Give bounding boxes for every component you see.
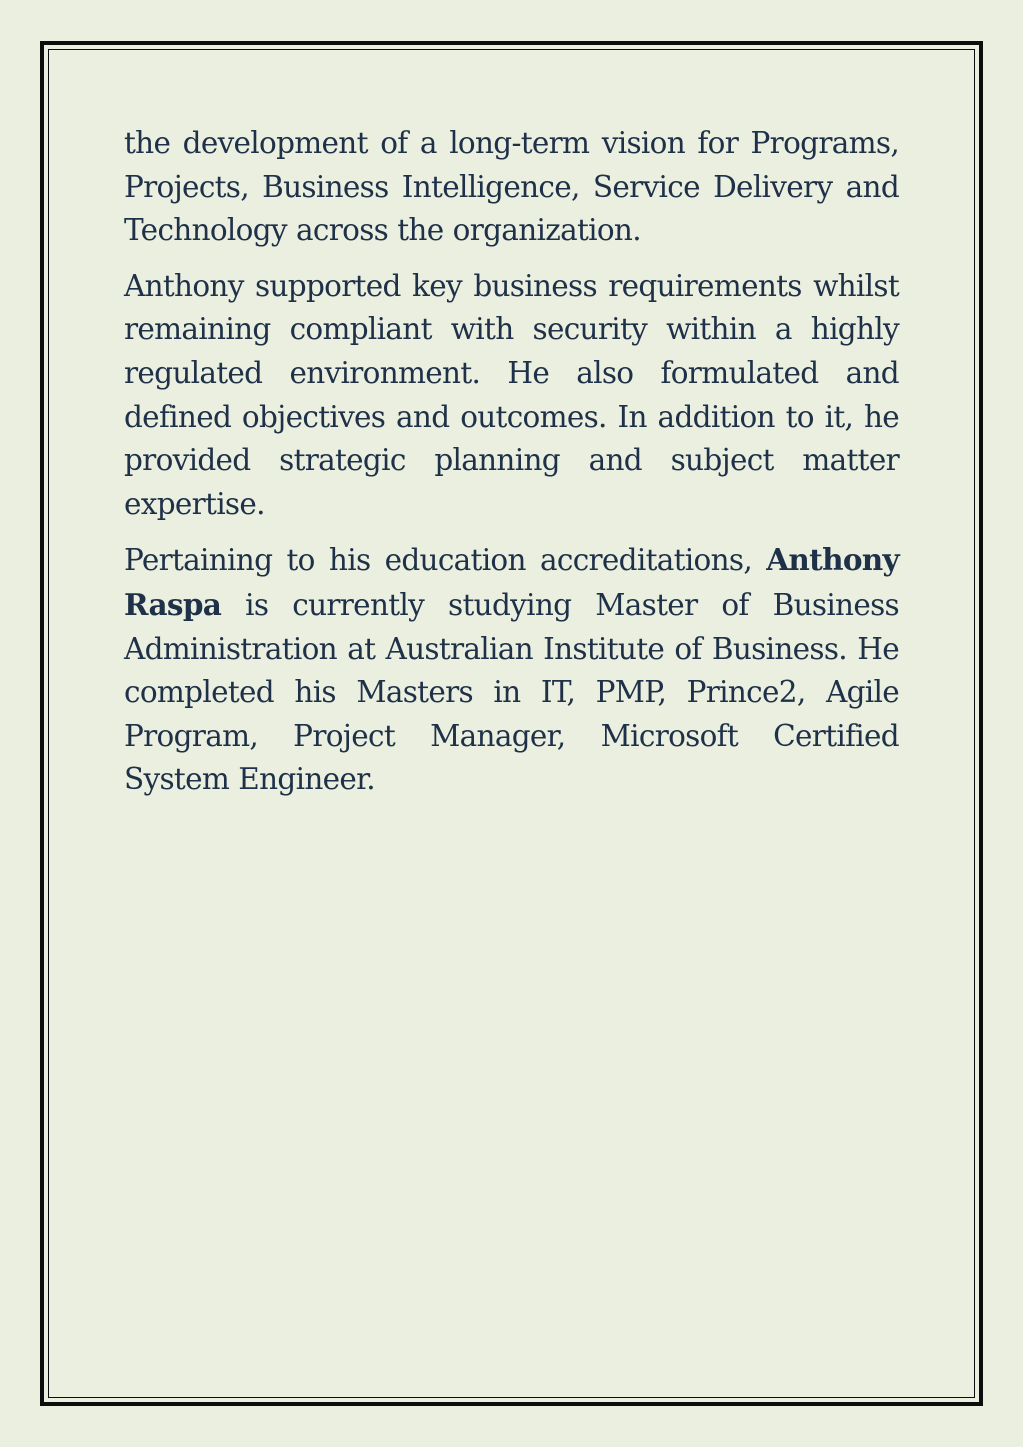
paragraph-education: [124, 538, 899, 802]
paragraph-vision: the development of a long-term vision for Programs, Projects, Business Intelligence, Service Delivery and Technology across the organization.: [124, 126, 899, 248]
paragraph-requirements: Anthony supported key business requirements whilst remaining compliant with security within a highly regulated environment. He also formulated and defined objectives and outcomes. In addition to it, he provided strategic planning and subject matter expertise.: [124, 268, 899, 521]
paragraph-education-intro: Pertaining to his education accreditations,: [124, 543, 767, 578]
person-name-bold: Anthony Raspa: [124, 542, 899, 622]
document-body: [124, 122, 899, 814]
paragraph-education-rest: is currently studying Master of Business Administration at Australian Institute of Business. He completed his Masters in IT, PMP, Prince2, Agile Program, Project Manager, Microsoft Certified System Engineer.: [124, 587, 899, 797]
